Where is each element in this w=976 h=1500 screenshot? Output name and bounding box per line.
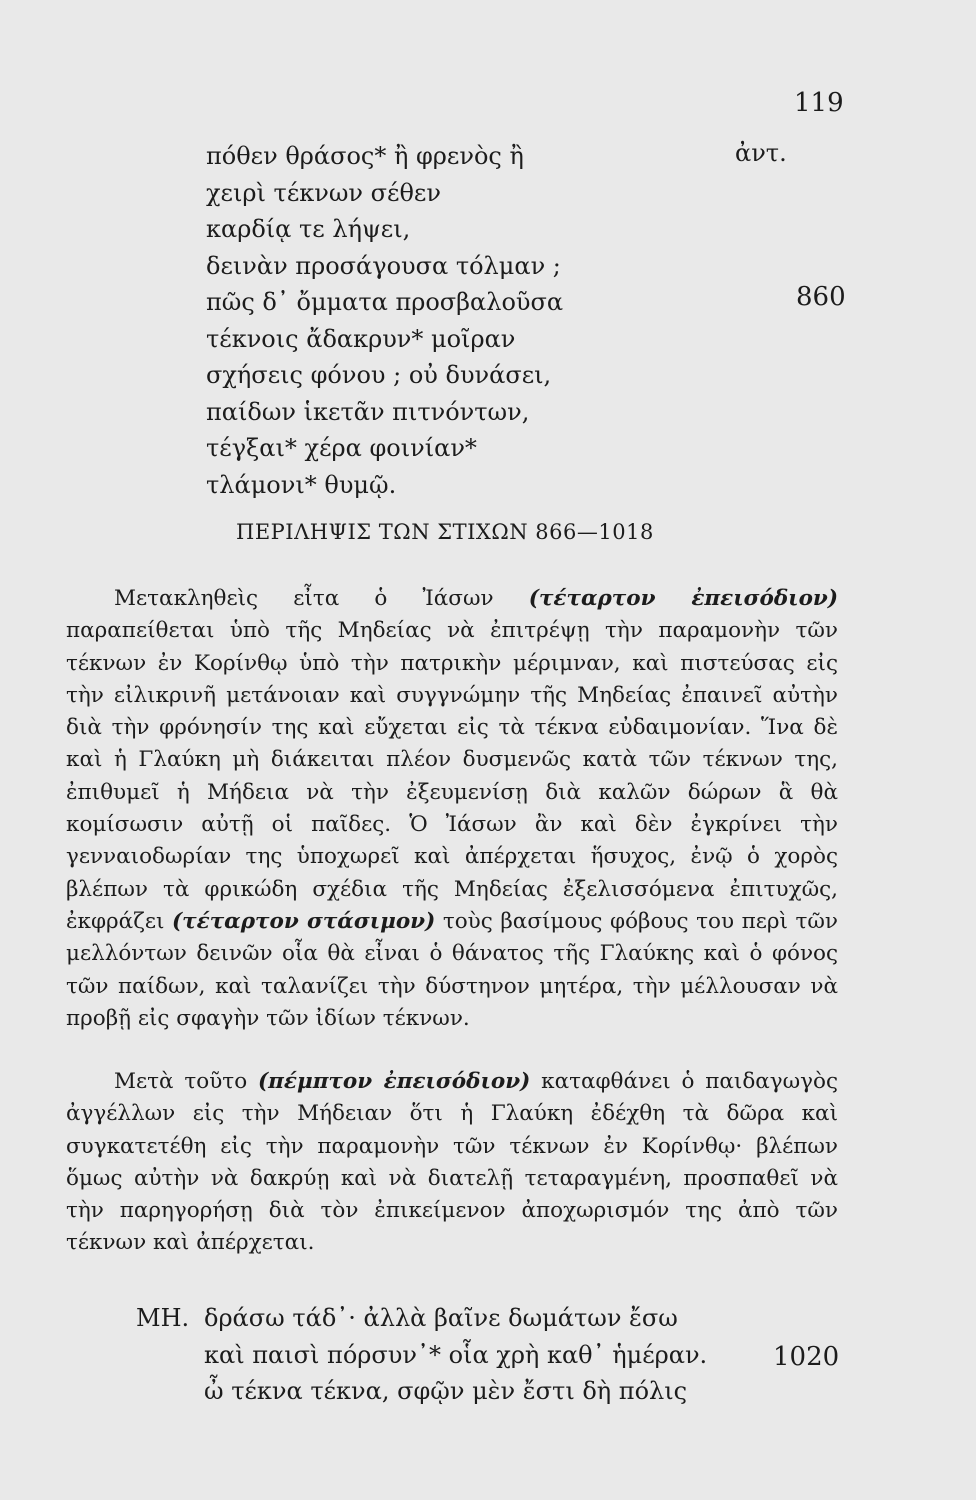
episode-label: (τέταρτον ἐπεισόδιον) <box>528 586 838 611</box>
summary-paragraph-1 <box>66 583 838 1035</box>
verse-line: καρδίᾳ τε λήψει, <box>206 215 411 243</box>
stasimon-label: (τέταρτον στάσιμον) <box>172 908 436 934</box>
paragraph-text: παραπείθεται ὑπὸ τῆς Μηδείας νὰ ἐπιτρέψῃ τὴν παραμονὴν τῶν τέκνων ἐν Κορίνθῳ ὑπὸ τὴν πατρικὴν μέριμναν, καὶ πιστεύσας εἰς τὴν εἰλικρινῆ μετάνοιαν καὶ συγγνώμην τῆς Μηδείας ἐπαινεῖ αὐτὴν διὰ τὴν φρόνησίν της καὶ εὔχεται εἰς τὰ τέκνα εὐδαιμονίαν. Ἵνα δὲ καὶ ἡ Γλαύκη μὴ διάκειται πλέον δυσμενῶς κατὰ τῶν τέκνων της, ἐπιθυμεῖ ἡ Μήδεια νὰ τὴν ἐξευμενίσῃ διὰ καλῶν δώρων ἃ θὰ κομίσωσιν αὐτῇ οἱ παῖδες. Ὁ Ἰάσων ἂν καὶ δὲν ἐγκρίνει τὴν γενναιοδωρίαν της ὑποχωρεῖ καὶ ἀπέρχεται ἥσυχος, ἐνῷ ὁ χορὸς βλέπων τὰ φρικώδη σχέδια τῆς Μηδείας ἐξελισσόμενα ἐπιτυχῶς, ἐκφράζει <box>66 618 838 934</box>
dialogue-line: καὶ παισὶ πόρσυν᾽* οἷα χρὴ καθ᾽ ἡμέραν. <box>204 1340 708 1369</box>
verse-line: δεινὰν προσάγουσα τόλμαν ; <box>206 251 561 280</box>
speaker-label: ΜΗ. <box>136 1304 190 1332</box>
antistrophe-marker: ἀντ. <box>735 139 787 167</box>
verse-line-number: 860 <box>796 282 846 312</box>
paragraph-text: καταφθάνει ὁ παιδαγωγὸς ἀγγέλλων εἰς τὴν Μήδειαν ὅτι ἡ Γλαύκη ἐδέχθη τὰ δῶρα καὶ συγκατετέθη εἰς τὴν παραμονὴν τῶν τέκνων ἐν Κορίνθῳ· βλέπων ὅμως αὐτὴν νὰ δακρύῃ καὶ νὰ διατελῇ τεταραγμένη, προσπαθεῖ νὰ τὴν παρηγορήσῃ διὰ τὸν ἐπικείμενον ἀποχωρισμόν της ἀπὸ τῶν τέκνων καὶ ἀπέρχεται. <box>66 1069 839 1256</box>
verse-line: παίδων ἱκετᾶν πιτνόντων, <box>206 397 530 426</box>
verse-line: τέγξαι* χέρα φοινίαν* <box>206 434 477 462</box>
verse-line: τλάμονι* θυμῷ. <box>206 470 397 499</box>
choral-verse <box>206 138 563 503</box>
verse-line: σχήσεις φόνου ; οὐ δυνάσει, <box>206 361 552 389</box>
paragraph-text: τοὺς βασίμους φόβους του περὶ τῶν μελλόντων δεινῶν οἷα θὰ εἶναι ὁ θάνατος τῆς Γλαύκης καὶ ὁ φόνος τῶν παίδων, καὶ ταλανίζει τὴν δύστηνον μητέρα, τὴν μέλλουσαν νὰ προβῇ εἰς σφαγὴν τῶν ἰδίων τέκνων. <box>66 908 839 1031</box>
summary-paragraph-2 <box>66 1066 838 1260</box>
verse-line: πῶς δ᾽ ὄμματα προσβαλοῦσα <box>206 288 564 316</box>
verse-line: πόθεν θράσος* ἢ φρενὸς ἢ <box>206 142 524 170</box>
dialogue-line: δράσω τάδ᾽· ἀλλὰ βαῖνε δωμάτων ἔσω <box>204 1304 678 1332</box>
dialogue-block <box>136 1300 707 1410</box>
episode-label: (πέμπτον ἐπεισόδιον) <box>257 1069 531 1094</box>
dialogue-line: ὦ τέκνα τέκνα, σφῷν μὲν ἔστι δὴ πόλις <box>204 1377 688 1405</box>
paragraph-text: Μετὰ τοῦτο <box>114 1069 258 1094</box>
paragraph-text: Μετακληθεὶς εἶτα ὁ Ἰάσων <box>114 586 529 611</box>
summary-heading: ΠΕΡΙΛΗΨΙΣ ΤΩΝ ΣΤΙΧΩΝ 866—1018 <box>236 520 654 544</box>
dialogue-line-number: 1020 <box>773 1342 840 1372</box>
verse-line: τέκνοις ἄδακρυν* μοῖραν <box>206 324 516 353</box>
verse-line: χειρὶ τέκνων σέθεν <box>206 178 441 207</box>
page-number: 119 <box>794 88 844 118</box>
